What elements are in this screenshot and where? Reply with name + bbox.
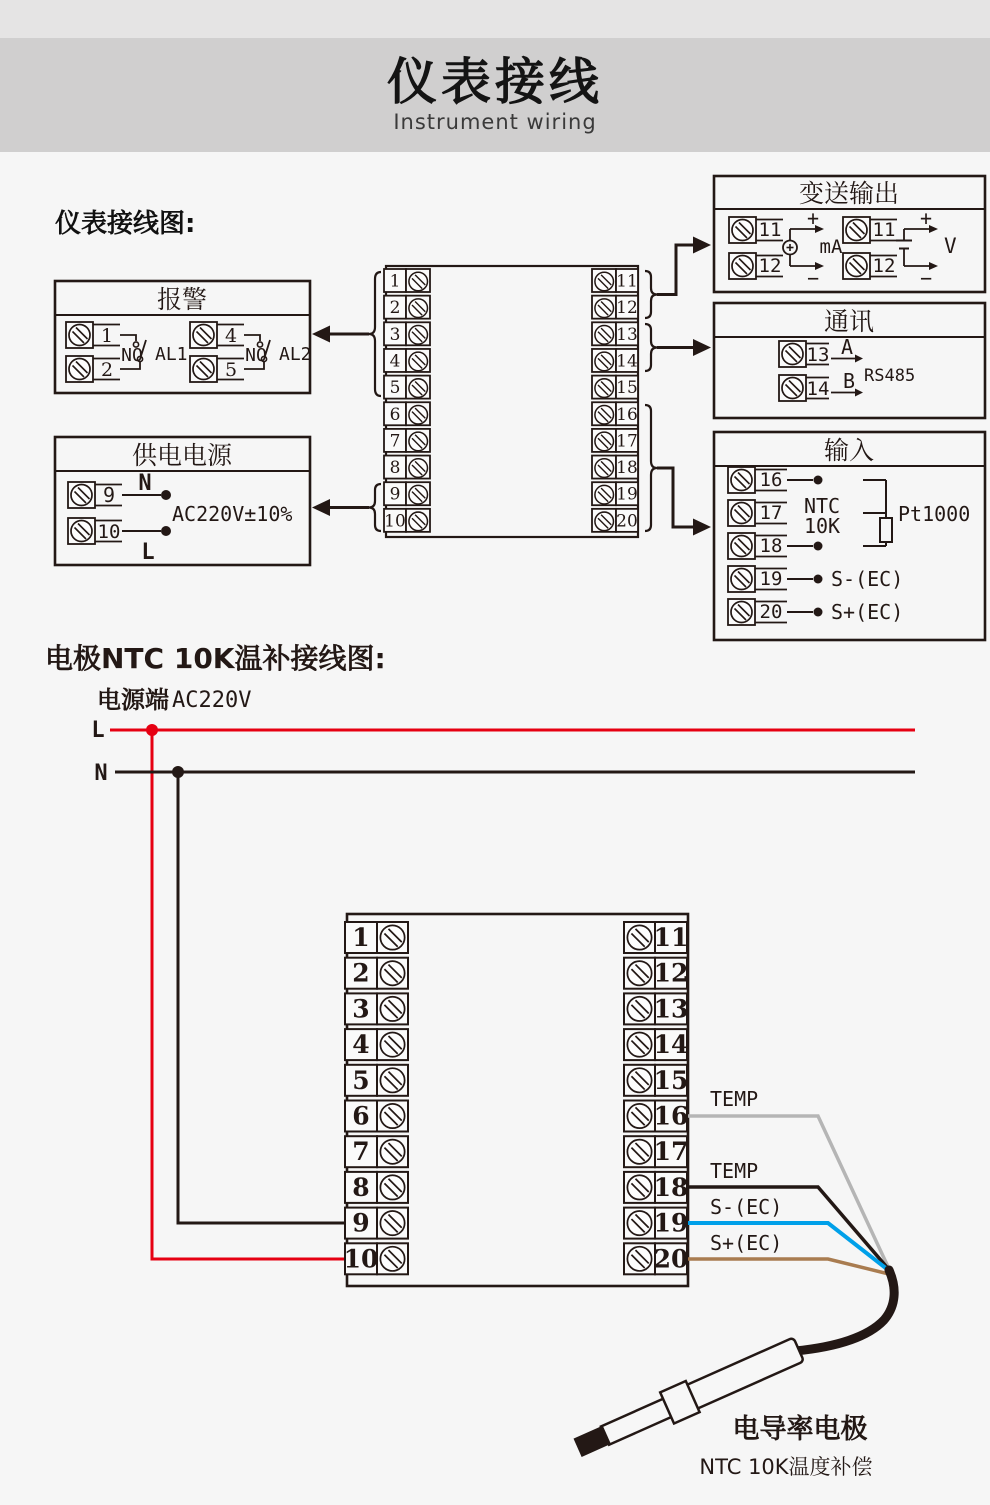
instrument-wiring-diagram <box>0 160 990 660</box>
brace-input <box>645 405 657 531</box>
terminal-cell <box>384 296 430 319</box>
terminal-number: 18 <box>653 1172 689 1202</box>
terminal-number: 15 <box>616 378 638 399</box>
contact-lead <box>244 335 260 341</box>
ec-minus-wire-label: S-(EC) <box>710 1195 783 1219</box>
terminal-cell <box>624 1136 688 1167</box>
terminal-number: 7 <box>389 431 401 452</box>
live-label: L <box>141 540 155 565</box>
terminal-number: 4 <box>389 351 401 372</box>
arrowhead-power-icon <box>312 499 330 516</box>
terminal-cell <box>345 1136 408 1167</box>
terminal-number: 10 <box>97 521 121 543</box>
terminal-number: 2 <box>389 298 401 319</box>
terminal-cell <box>384 322 430 345</box>
rs485-a-label: A <box>841 335 854 359</box>
terminal-number: 5 <box>389 378 401 399</box>
screw-terminal-icon <box>843 217 870 243</box>
terminal-column-left <box>344 922 408 1274</box>
terminal-number: 5 <box>224 359 238 381</box>
terminal-number: 19 <box>759 568 783 590</box>
ec-plus-wire-label: S+(EC) <box>710 1231 783 1255</box>
arrowhead-transmit-icon <box>693 237 711 254</box>
panel-title: 输入 <box>823 436 875 465</box>
electrode-note: NTC 10K温度补偿 <box>699 1455 873 1479</box>
page-title: 仪表接线 <box>387 52 603 111</box>
terminal-cell <box>592 296 638 319</box>
terminal-cell <box>624 1029 688 1060</box>
alarm-relay-2 <box>190 322 312 382</box>
terminal-number: 11 <box>758 219 782 241</box>
terminal-cell <box>384 482 430 505</box>
unit-label: mA <box>819 236 843 258</box>
wire-end-dot <box>814 575 823 584</box>
resistor-icon <box>880 518 892 542</box>
screw-terminal-icon <box>728 500 755 526</box>
terminal-number: 11 <box>872 219 896 241</box>
terminal-number: 13 <box>653 994 689 1024</box>
minus-sign: − <box>807 266 820 290</box>
panel-comm <box>714 303 985 418</box>
plus-sign: + <box>807 206 820 230</box>
terminal-cell <box>345 1065 408 1096</box>
panel-power <box>55 437 310 565</box>
screw-terminal-icon <box>190 322 217 348</box>
rs485-b-label: B <box>843 369 856 393</box>
temp-wire-label: TEMP <box>710 1159 759 1183</box>
terminal-number: 8 <box>389 458 401 479</box>
arrow-icon <box>855 355 863 363</box>
arrowhead-alarm-icon <box>312 326 330 343</box>
electrode-wiring-diagram <box>0 630 990 1505</box>
terminal-number: 16 <box>653 1101 689 1131</box>
terminal-column-right <box>592 269 638 532</box>
supply-rating: AC220V±10% <box>172 502 293 526</box>
conductivity-electrode <box>571 1270 895 1479</box>
terminal-cell <box>624 1243 688 1274</box>
wire-end-dot <box>161 490 171 500</box>
terminal-number: 16 <box>759 469 783 491</box>
unit-label: V <box>944 234 957 258</box>
ntc-value-label: 10K <box>803 514 841 538</box>
connector-arrows <box>312 237 711 536</box>
terminal-cell <box>592 402 638 425</box>
terminal-cell <box>384 509 430 532</box>
temp-wire-label: TEMP <box>710 1087 759 1111</box>
supply-voltage-label: AC220V <box>172 688 252 713</box>
terminal-number: 20 <box>653 1244 689 1274</box>
section2-label: 电极NTC 10K温补接线图: <box>45 642 386 675</box>
terminal-number: 6 <box>389 404 401 425</box>
terminal-cell <box>384 429 430 452</box>
terminal-number: 9 <box>389 484 401 505</box>
terminal-number: 6 <box>352 1101 370 1131</box>
screw-terminal-icon <box>729 217 756 243</box>
terminal-cell <box>592 456 638 479</box>
electrode-cable <box>795 1270 894 1351</box>
contact-lead <box>120 335 136 341</box>
transmit-voltage-group <box>843 206 957 290</box>
electrode-name: 电导率电极 <box>732 1414 868 1445</box>
terminal-number: 15 <box>653 1065 689 1095</box>
screw-terminal-icon <box>190 356 217 382</box>
panel-title: 变送输出 <box>798 179 900 208</box>
transmit-current-group <box>729 206 843 290</box>
screw-terminal-icon <box>728 599 755 625</box>
wire-end-dot <box>814 476 823 485</box>
ec-plus-label: S+(EC) <box>831 600 904 624</box>
terminal-cell <box>345 922 408 953</box>
terminal-number: 16 <box>616 404 638 425</box>
terminal-cell <box>624 1065 688 1096</box>
ec-plus-wire-brown <box>688 1259 893 1275</box>
alarm-relay-1 <box>66 322 188 382</box>
terminal-number: 12 <box>653 958 689 988</box>
terminal-number: 1 <box>389 271 401 292</box>
panel-transmit-output <box>714 176 985 292</box>
terminal-number: 14 <box>806 378 830 400</box>
terminal-cell <box>345 1101 408 1132</box>
wire-end-dot <box>814 542 823 551</box>
brace-alarm <box>369 272 381 396</box>
terminal-number: 3 <box>352 994 370 1024</box>
terminal-number: 9 <box>102 483 116 507</box>
screw-terminal-icon <box>728 533 755 559</box>
terminal-number: 9 <box>352 1208 370 1238</box>
live-label: L <box>91 718 105 743</box>
terminal-number: 20 <box>616 511 638 532</box>
terminal-column-left <box>384 269 430 532</box>
terminal-number: 5 <box>352 1065 370 1095</box>
terminal-number: 10 <box>384 511 406 532</box>
wire-end-dot <box>161 526 171 536</box>
screw-terminal-icon <box>779 375 806 401</box>
panel-title: 报警 <box>156 285 208 314</box>
sensor-wires <box>688 1087 893 1275</box>
terminal-cell <box>592 482 638 505</box>
arrow-icon <box>855 389 863 397</box>
terminal-number: 14 <box>616 351 638 372</box>
terminal-cell <box>592 429 638 452</box>
header <box>0 38 990 152</box>
neutral-drop-wire <box>178 772 348 1223</box>
terminal-cell <box>624 958 688 989</box>
arrowhead-input-icon <box>693 519 711 536</box>
terminal-cell <box>345 1029 408 1060</box>
terminal-cell <box>624 993 688 1024</box>
supply-side-label: 电源端 <box>97 686 169 714</box>
contact-type-label: NO <box>121 345 143 366</box>
brace-comm <box>645 324 657 371</box>
terminal-number: 4 <box>224 325 238 347</box>
terminal-cell <box>624 1101 688 1132</box>
terminal-number: 2 <box>352 958 370 988</box>
pt1000-symbol <box>863 480 970 546</box>
terminal-number: 1 <box>100 325 114 347</box>
relay-name: AL1 <box>155 344 188 365</box>
screw-terminal-icon <box>728 566 755 592</box>
arrowhead-comm-icon <box>693 339 711 356</box>
terminal-cell <box>345 993 408 1024</box>
electrode-shaft <box>601 1398 673 1445</box>
page-subtitle: Instrument wiring <box>393 110 597 135</box>
terminal-cell <box>592 509 638 532</box>
terminal-number: 1 <box>352 923 370 952</box>
terminal-cell <box>592 349 638 372</box>
plus-sign: + <box>920 206 933 230</box>
terminal-block-top <box>384 266 638 537</box>
screw-terminal-icon <box>779 341 806 367</box>
terminal-number: 12 <box>872 255 896 277</box>
minus-sign: − <box>920 266 933 290</box>
live-drop-wire <box>152 730 348 1259</box>
rtd-type-label: Pt1000 <box>898 502 971 526</box>
ec-minus-label: S-(EC) <box>831 567 904 591</box>
arrow-to-transmit <box>657 245 693 295</box>
terminal-number: 12 <box>758 255 782 277</box>
terminal-cell <box>624 1172 688 1203</box>
terminal-number: 7 <box>352 1137 370 1167</box>
terminal-number: 19 <box>616 484 638 505</box>
terminal-cell <box>384 456 430 479</box>
terminal-number: 17 <box>759 502 783 524</box>
terminal-number: 12 <box>616 298 638 319</box>
screw-terminal-icon <box>66 322 93 348</box>
wire-end-dot <box>814 608 823 617</box>
terminal-number: 11 <box>616 271 638 292</box>
terminal-number: 14 <box>653 1030 689 1060</box>
screw-terminal-icon <box>843 253 870 279</box>
screw-terminal-icon <box>728 467 755 493</box>
terminal-cell <box>624 922 688 953</box>
panel-input <box>714 432 985 640</box>
brace-transmit <box>645 271 657 318</box>
terminal-cell <box>384 269 430 292</box>
terminal-cell <box>345 958 408 989</box>
screw-terminal-icon <box>729 253 756 279</box>
terminal-number: 19 <box>653 1208 689 1238</box>
mains-rails <box>91 718 915 1259</box>
terminal-number: 11 <box>653 923 689 952</box>
screw-terminal-icon <box>68 518 95 544</box>
neutral-label: N <box>94 761 108 786</box>
terminal-cell <box>624 1208 688 1239</box>
terminal-cell <box>345 1208 408 1239</box>
ntc-label: NTC <box>803 494 841 518</box>
terminal-number: 17 <box>616 431 638 452</box>
terminal-cell <box>592 376 638 399</box>
terminal-number: 18 <box>616 458 638 479</box>
terminal-number: 8 <box>352 1172 370 1202</box>
terminal-number: 10 <box>343 1244 379 1274</box>
terminal-number: 3 <box>389 324 401 345</box>
header-top-strip <box>0 0 990 38</box>
terminal-number: 18 <box>759 535 783 557</box>
terminal-number: 13 <box>616 324 638 345</box>
contact-type-label: NO <box>245 345 267 366</box>
terminal-cell <box>384 349 430 372</box>
terminal-cell <box>344 1243 408 1274</box>
brace-power <box>369 484 381 531</box>
terminal-cell <box>592 269 638 292</box>
terminal-cell <box>345 1172 408 1203</box>
terminal-number: 2 <box>100 359 114 381</box>
screw-terminal-icon <box>66 356 93 382</box>
panel-alarm <box>55 281 312 393</box>
terminal-block-bottom <box>344 914 689 1286</box>
section1-label: 仪表接线图: <box>55 209 196 239</box>
terminal-column-right <box>624 922 688 1274</box>
neutral-label: N <box>138 471 152 496</box>
terminal-cell <box>384 402 430 425</box>
terminal-cell <box>384 376 430 399</box>
terminal-number: 20 <box>759 601 783 623</box>
terminal-number: 13 <box>806 344 830 366</box>
relay-name: AL2 <box>279 344 312 365</box>
terminal-number: 17 <box>653 1137 689 1167</box>
terminal-number: 4 <box>352 1030 370 1060</box>
screw-terminal-icon <box>68 482 95 508</box>
bus-type-label: RS485 <box>864 366 916 386</box>
arrow-to-input <box>657 468 693 527</box>
terminal-cell <box>592 322 638 345</box>
panel-title: 通讯 <box>823 307 875 336</box>
electrode-body <box>685 1337 804 1409</box>
panel-title: 供电电源 <box>131 441 233 470</box>
